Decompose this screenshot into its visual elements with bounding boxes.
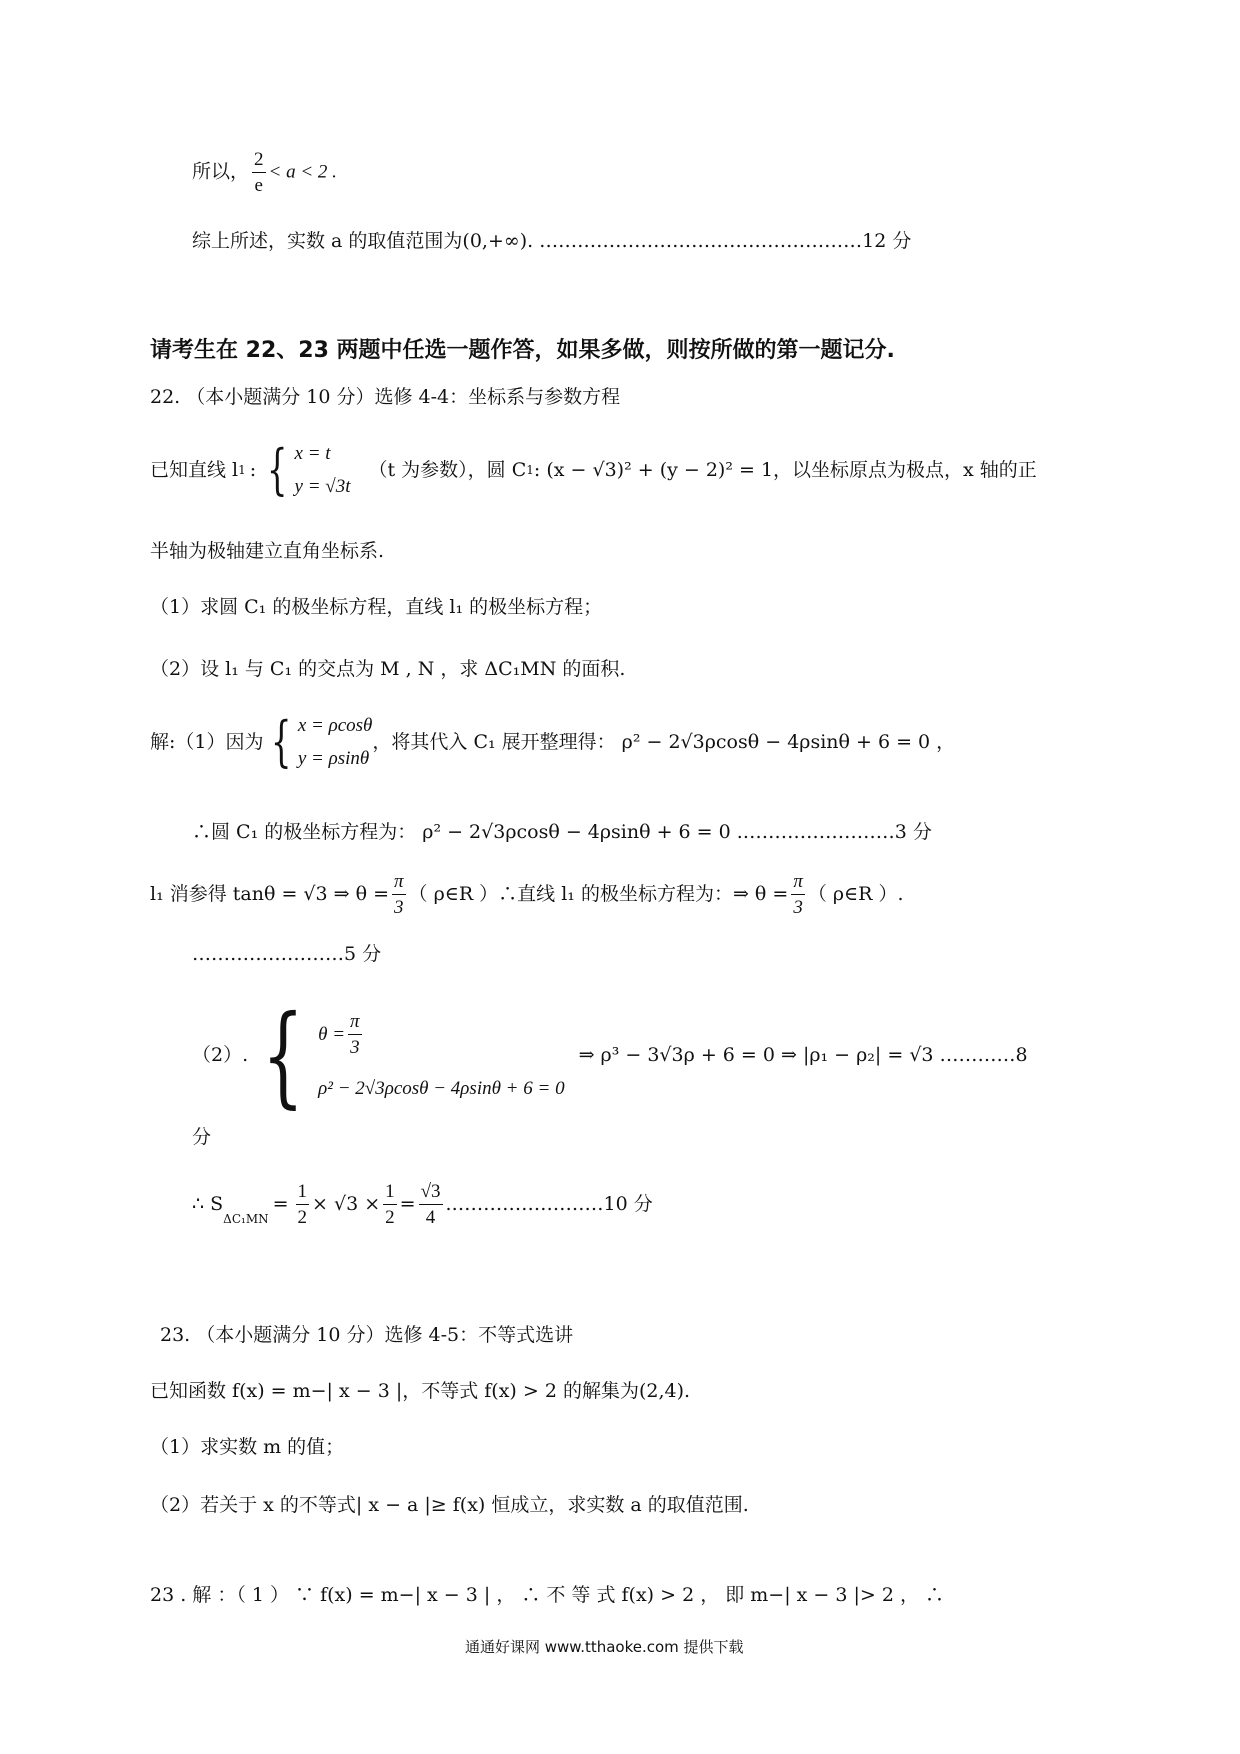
sol-5-rest: ⇒ ρ³ − 3√3ρ + 6 = 0 ⇒ |ρ₁ − ρ₂| = √3 …………8 <box>578 1043 1028 1066</box>
q23-given: 已知函数 f(x) = m−| x − 3 |，不等式 f(x) > 2 的解集为(2,4). <box>150 1380 691 1402</box>
sol-line-5 <box>192 991 1028 1119</box>
q22-given-2: 半轴为极轴建立直角坐标系. <box>150 540 385 562</box>
sys-row-1 <box>318 1012 564 1057</box>
frac-num: 2 <box>252 150 266 173</box>
sol-7-score: .……………………10 分 <box>445 1193 653 1215</box>
sol-line-3 <box>150 872 904 917</box>
fraction-pi-over-3 <box>348 1012 362 1057</box>
fraction-1-over-2 <box>296 1182 310 1227</box>
sol-3b: （ ρ∈R ）∴直线 l₁ 的极坐标方程为：⇒ θ = <box>408 883 789 905</box>
theta-eq: θ = <box>318 1024 346 1045</box>
sol-3c: （ ρ∈R ）. <box>807 883 904 905</box>
times-sqrt3: × √3 × <box>312 1193 381 1215</box>
frac-num: 1 <box>383 1182 397 1205</box>
frac-den: e <box>254 175 263 196</box>
sys-row-1: x = t <box>294 443 331 464</box>
frac-num: π <box>392 872 406 895</box>
frac-den: 3 <box>793 897 803 918</box>
section-heading: 请考生在 22、23 两题中任选一题作答，如果多做，则按所做的第一题记分. <box>150 338 895 363</box>
sol-line-7 <box>192 1182 653 1227</box>
frac-num: 1 <box>296 1182 310 1205</box>
q22-given-c: : (x − √3)² + (y − 2)² = 1，以坐标原点为极点，x 轴的正 <box>533 458 1037 481</box>
fraction-pi-over-3 <box>791 872 805 917</box>
q22-given-b: （t 为参数），圆 C <box>368 458 527 481</box>
sys-row-2: y = ρsinθ <box>297 748 370 769</box>
q22-given: 已知直线 l 1 : { x = t y = √3t （t 为参数），圆 C 1 : (x − √3)² + (y − 2)² = 1，以坐标原点为极点，x 轴的正 <box>150 438 1037 501</box>
q22-given-a: 已知直线 l <box>150 458 239 481</box>
frac-num: √3 <box>419 1182 443 1205</box>
line-conclusion: 综上所述，实数 a 的取值范围为(0,+∞). ……………………………………………12 分 <box>192 230 912 252</box>
sol-a: 解:（1）因为 <box>150 730 264 753</box>
q23-part2: （2）若关于 x 的不等式| x − a |≥ f(x) 恒成立，求实数 a 的取值范围. <box>150 1494 749 1516</box>
fraction-pi-over-3 <box>392 872 406 917</box>
left-brace: { <box>267 438 288 501</box>
frac-den: 3 <box>350 1037 360 1058</box>
line-so <box>192 150 337 195</box>
q23-part1: （1）求实数 m 的值； <box>150 1436 345 1458</box>
sol-line-6: 分 <box>192 1126 212 1148</box>
fraction-sqrt3-over-4 <box>419 1182 443 1227</box>
sys-row-2: ρ² − 2√3ρcosθ − 4ρsinθ + 6 = 0 <box>318 1078 565 1099</box>
area-sub: ΔC₁MN <box>223 1212 269 1226</box>
sol-5-label: （2）. <box>192 1043 249 1066</box>
q23-solution-start: 23 . 解 ：（ 1 ） ∵ f(x) = m−| x − 3 | ， ∴ 不 等 式 f(x) > 2 ， 即 m−| x − 3 |> 2 ， ∴ <box>150 1584 945 1606</box>
fraction-1-over-2 <box>383 1182 397 1227</box>
frac-num: π <box>791 872 805 895</box>
solve-system <box>248 991 565 1119</box>
inequality: < a < 2 . <box>268 161 337 183</box>
q22-part2: （2）设 l₁ 与 C₁ 的交点为 M , N ，求 ΔC₁MN 的面积. <box>150 658 626 680</box>
fraction-2-over-e <box>252 150 266 195</box>
frac-num: π <box>348 1012 362 1035</box>
frac-den: 2 <box>297 1207 308 1228</box>
sys-row-1: x = ρcosθ <box>297 715 373 736</box>
left-brace: { <box>270 710 291 773</box>
area-s: ∴ S <box>192 1193 224 1215</box>
frac-den: 4 <box>425 1207 436 1228</box>
polar-system <box>264 710 373 773</box>
frac-den: 3 <box>394 897 404 918</box>
q22-param-system <box>260 438 351 501</box>
sol-b: ，将其代入 C₁ 展开整理得： ρ² − 2√3ρcosθ − 4ρsinθ + 6 = 0 ， <box>372 730 956 753</box>
sys-row-2: y = √3t <box>294 476 351 497</box>
q22-part1: （1）求圆 C₁ 的极坐标方程，直线 l₁ 的极坐标方程； <box>150 596 603 618</box>
sol-line-4: ……………………5 分 <box>192 943 382 965</box>
left-brace: { <box>262 991 305 1119</box>
equals: = <box>272 1193 289 1215</box>
q23-title: 23. （本小题满分 10 分）选修 4-5：不等式选讲 <box>160 1324 574 1346</box>
frac-den: 2 <box>385 1207 395 1228</box>
sol-3a: l₁ 消参得 tanθ = √3 ⇒ θ = <box>150 883 390 905</box>
sol-line-1 <box>150 710 956 773</box>
sol-line-2: ∴圆 C₁ 的极坐标方程为： ρ² − 2√3ρcosθ − 4ρsinθ + 6 = 0 .……………………3 分 <box>192 821 932 843</box>
text-so: 所以， <box>192 160 250 183</box>
q22-title: 22. （本小题满分 10 分）选修 4-4：坐标系与参数方程 <box>150 386 621 408</box>
page-footer: 通通好课网 www.tthaoke.com 提供下载 <box>465 1638 744 1656</box>
equals: = <box>399 1193 416 1215</box>
